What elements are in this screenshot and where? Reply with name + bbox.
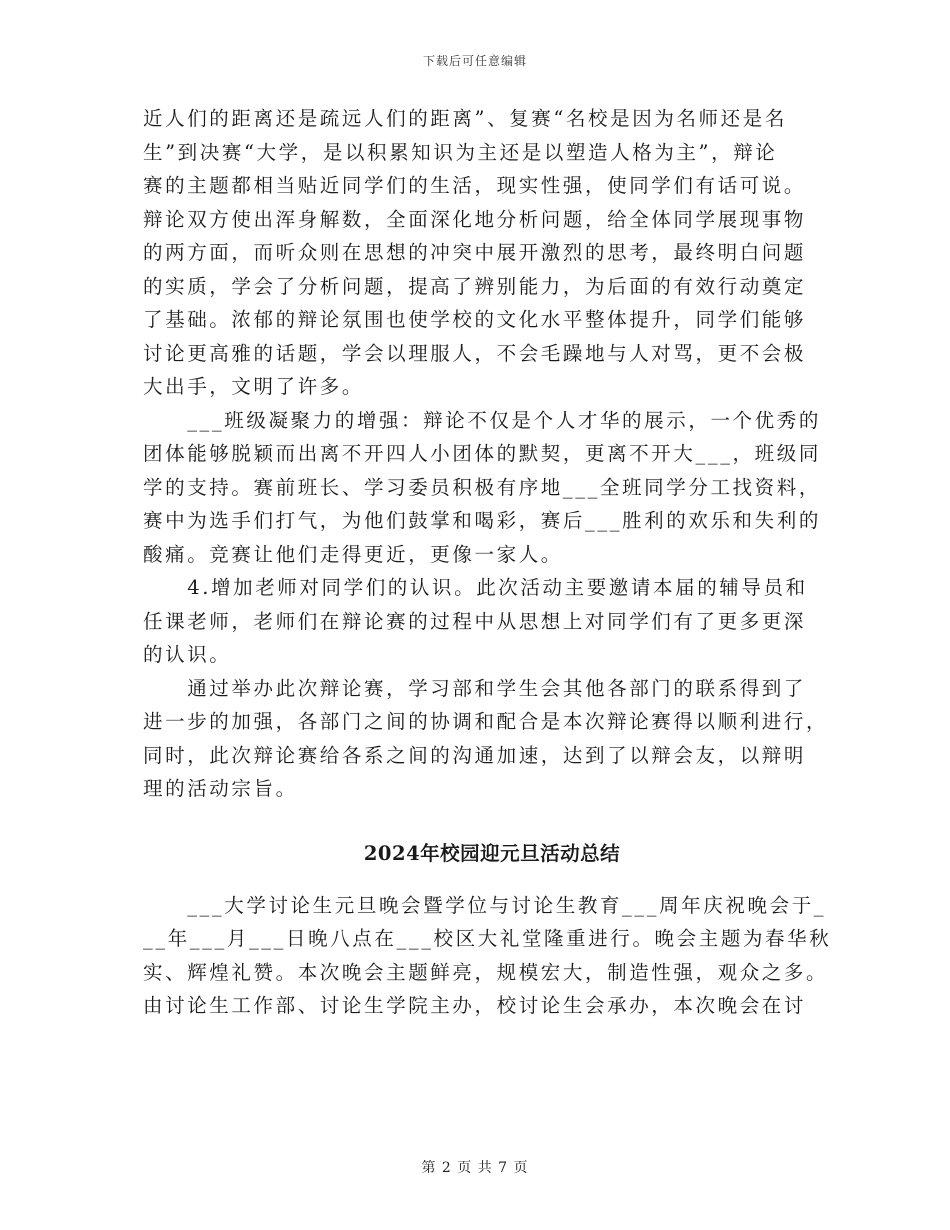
paragraph-line: __年___月___日晚八点在___校区大礼堂隆重进行。晚会主题为春华秋 xyxy=(143,927,832,950)
paragraph-line: 实、辉煌礼赞。本次晚会主题鲜亮，规模宏大，制造性强，观众之多。 xyxy=(143,960,829,984)
paragraph-line: ___大学讨论生元旦晚会暨学位与讨论生教育___周年庆祝晚会于_ xyxy=(143,893,827,917)
section-new-year-summary xyxy=(143,889,833,1023)
paragraph-line: 理的活动宗旨。 xyxy=(143,777,298,800)
paragraph-line: 由讨论生工作部、讨论生学院主办，校讨论生会承办，本次晚会在讨 xyxy=(143,994,807,1017)
page-number: 第 2 页 共 7 页 xyxy=(421,1160,529,1176)
paragraph-line: 的两方面，而听众则在思想的冲突中展开激烈的思考，最终明白问题 xyxy=(143,241,807,264)
paragraph-line: 团体能够脱颖而出离不开四人小团体的默契，更离不开大___，班级同 xyxy=(143,442,821,465)
paragraph-line: 任课老师，老师们在辩论赛的过程中从思想上对同学们有了更多更深 xyxy=(143,609,807,633)
paragraph-line: 赛的主题都相当贴近同学们的生活，现实性强，使同学们有话可说。 xyxy=(143,174,807,197)
paragraph-line: 辩论双方使出浑身解数，全面深化地分析问题，给全体同学展现事物 xyxy=(143,207,807,231)
section-title: 2024年校园迎元旦活动总结 xyxy=(363,841,621,865)
paragraph-line: 通过举办此次辩论赛，学习部和学生会其他各部门的联系得到了 xyxy=(143,676,807,700)
paragraph-line: 大出手，文明了许多。 xyxy=(143,375,365,398)
paragraph-line: 的认识。 xyxy=(143,643,232,666)
paragraph-line: 进一步的加强，各部门之间的协调和配合是本次辩论赛得以顺利进行， xyxy=(143,710,829,733)
paragraph-line: 4.增加老师对同学们的认识。此次活动主要邀请本届的辅导员和 xyxy=(143,576,808,599)
header-note: 下载后可任意编辑 xyxy=(422,54,527,68)
paragraph-line: 同时，此次辩论赛给各系之间的沟通加速，达到了以辩会友，以辩明 xyxy=(143,743,807,767)
paragraph-line: ___班级凝聚力的增强：辩论不仅是个人才华的展示，一个优秀的 xyxy=(143,408,821,432)
paragraph-line: 讨论更高雅的话题，学会以理服人，不会毛躁地与人对骂，更不会极 xyxy=(143,341,807,365)
paragraph-line: 学的支持。赛前班长、学习委员积极有序地___全班同学分工找资料， xyxy=(143,475,821,499)
spacer xyxy=(143,806,833,837)
paragraph-line: 近人们的距离还是疏远人们的距离”、复赛“名校是因为名师还是名 xyxy=(143,107,787,130)
paragraph-line: 的实质，学会了分析问题，提高了辨别能力，为后面的有效行动奠定 xyxy=(143,274,807,298)
paragraph-line: 酸痛。竞赛让他们走得更近，更像一家人。 xyxy=(143,542,563,566)
paragraph-line: 生”到决赛“大学，是以积累知识为主还是以塑造人格为主”，辩论 xyxy=(143,140,778,164)
section-debate-summary xyxy=(143,102,833,806)
paragraph-line: 了基础。浓郁的辩论氛围也使学校的文化水平整体提升，同学们能够 xyxy=(143,308,807,331)
paragraph-line: 赛中为选手们打气，为他们鼓掌和喝彩，赛后___胜利的欢乐和失利的 xyxy=(143,509,821,532)
document-body xyxy=(143,102,833,1023)
